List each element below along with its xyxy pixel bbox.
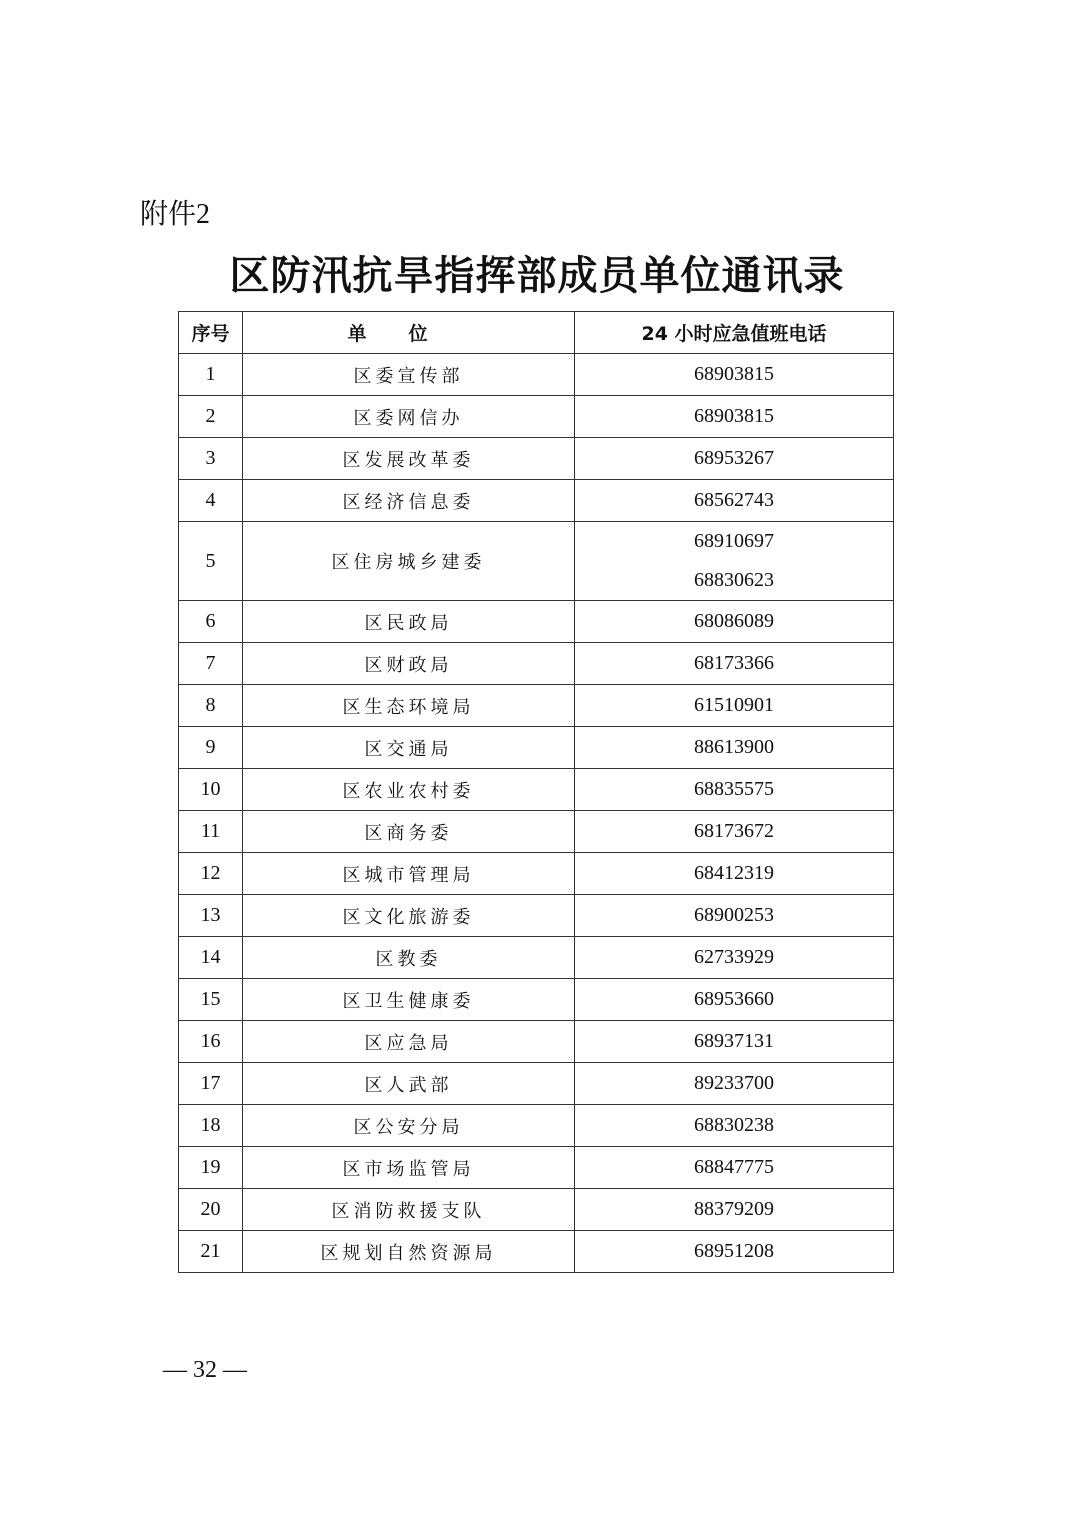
row-phone (575, 937, 894, 979)
row-seq: 1 (179, 354, 243, 396)
row-phone (575, 396, 894, 438)
contact-table (178, 311, 894, 1273)
row-seq: 17 (179, 1063, 243, 1105)
table-row (179, 727, 894, 769)
attachment-label (140, 196, 210, 233)
phone-number: 68903815 (694, 363, 774, 385)
phone-number: 68173366 (694, 652, 774, 674)
row-phone (575, 1021, 894, 1063)
phone-number: 61510901 (694, 694, 774, 716)
table-row (179, 895, 894, 937)
header-phone: 24 小时应急值班电话 (575, 312, 894, 354)
phone-number: 88379209 (694, 1198, 774, 1220)
row-seq: 18 (179, 1105, 243, 1147)
header-unit: 单位 (243, 312, 575, 354)
row-unit: 区消防救援支队 (243, 1189, 575, 1231)
row-seq: 12 (179, 853, 243, 895)
row-phone (575, 895, 894, 937)
table-row (179, 1189, 894, 1231)
table-row (179, 811, 894, 853)
table-row (179, 1105, 894, 1147)
phone-number: 68903815 (694, 405, 774, 427)
table-row (179, 438, 894, 480)
phone-number: 68562743 (694, 489, 774, 511)
table-row (179, 354, 894, 396)
table-row (179, 1147, 894, 1189)
table-row (179, 396, 894, 438)
row-unit: 区委宣传部 (243, 354, 575, 396)
row-seq: 21 (179, 1231, 243, 1273)
phone-number: 62733929 (694, 946, 774, 968)
attachment-number: 2 (196, 199, 211, 230)
row-phone (575, 1105, 894, 1147)
row-seq: 19 (179, 1147, 243, 1189)
row-unit: 区公安分局 (243, 1105, 575, 1147)
row-unit: 区经济信息委 (243, 480, 575, 522)
phone-number: 68937131 (694, 1030, 774, 1052)
row-unit: 区农业农村委 (243, 769, 575, 811)
row-seq: 2 (179, 396, 243, 438)
row-unit: 区应急局 (243, 1021, 575, 1063)
row-seq: 7 (179, 643, 243, 685)
table-row (179, 480, 894, 522)
table-header-row (179, 312, 894, 354)
row-phone (575, 853, 894, 895)
phone-number: 68173672 (694, 820, 774, 842)
row-unit: 区住房城乡建委 (243, 522, 575, 601)
table-row (179, 1231, 894, 1273)
row-unit: 区交通局 (243, 727, 575, 769)
row-phone (575, 811, 894, 853)
row-phone (575, 1189, 894, 1231)
row-phone (575, 1147, 894, 1189)
row-unit: 区人武部 (243, 1063, 575, 1105)
row-phone (575, 685, 894, 727)
phone-number: 68910697 (694, 530, 774, 552)
table-row (179, 1021, 894, 1063)
phone-number: 68835575 (694, 778, 774, 800)
phone-number: 68951208 (694, 1240, 774, 1262)
row-seq: 6 (179, 601, 243, 643)
phone-number: 68953267 (694, 447, 774, 469)
row-phone (575, 727, 894, 769)
table-row (179, 522, 894, 601)
table-row (179, 979, 894, 1021)
row-unit: 区商务委 (243, 811, 575, 853)
header-seq: 序号 (179, 312, 243, 354)
phone-number: 89233700 (694, 1072, 774, 1094)
row-seq: 14 (179, 937, 243, 979)
row-unit: 区民政局 (243, 601, 575, 643)
row-phone (575, 979, 894, 1021)
row-unit: 区文化旅游委 (243, 895, 575, 937)
row-phone (575, 601, 894, 643)
row-seq: 8 (179, 685, 243, 727)
row-seq: 13 (179, 895, 243, 937)
row-phone (575, 522, 894, 601)
attachment-text: 附件 (140, 197, 197, 230)
table-row (179, 601, 894, 643)
row-seq: 4 (179, 480, 243, 522)
row-unit: 区市场监管局 (243, 1147, 575, 1189)
row-seq: 11 (179, 811, 243, 853)
phone-number: 68847775 (694, 1156, 774, 1178)
row-phone (575, 643, 894, 685)
page-number: — 32 — (163, 1357, 247, 1383)
phone-number: 68900253 (694, 904, 774, 926)
row-seq: 3 (179, 438, 243, 480)
table-row (179, 769, 894, 811)
phone-number: 68830623 (694, 569, 774, 591)
row-unit: 区教委 (243, 937, 575, 979)
row-unit: 区委网信办 (243, 396, 575, 438)
table-row (179, 643, 894, 685)
table-row (179, 853, 894, 895)
row-phone (575, 354, 894, 396)
row-seq: 15 (179, 979, 243, 1021)
table-row (179, 937, 894, 979)
row-phone (575, 769, 894, 811)
row-seq: 20 (179, 1189, 243, 1231)
phone-number: 68830238 (694, 1114, 774, 1136)
row-seq: 10 (179, 769, 243, 811)
row-seq: 5 (179, 522, 243, 601)
row-unit: 区发展改革委 (243, 438, 575, 480)
row-phone (575, 438, 894, 480)
phone-number: 68953660 (694, 988, 774, 1010)
phone-number: 68412319 (694, 862, 774, 884)
row-seq: 16 (179, 1021, 243, 1063)
table-row (179, 685, 894, 727)
table-row (179, 1063, 894, 1105)
row-seq: 9 (179, 727, 243, 769)
document-title: 区防汛抗旱指挥部成员单位通讯录 (229, 253, 845, 299)
phone-number: 68086089 (694, 610, 774, 632)
row-unit: 区卫生健康委 (243, 979, 575, 1021)
row-unit: 区规划自然资源局 (243, 1231, 575, 1273)
row-unit: 区生态环境局 (243, 685, 575, 727)
row-phone (575, 1063, 894, 1105)
row-unit: 区财政局 (243, 643, 575, 685)
row-phone (575, 480, 894, 522)
row-unit: 区城市管理局 (243, 853, 575, 895)
phone-number: 88613900 (694, 736, 774, 758)
row-phone (575, 1231, 894, 1273)
